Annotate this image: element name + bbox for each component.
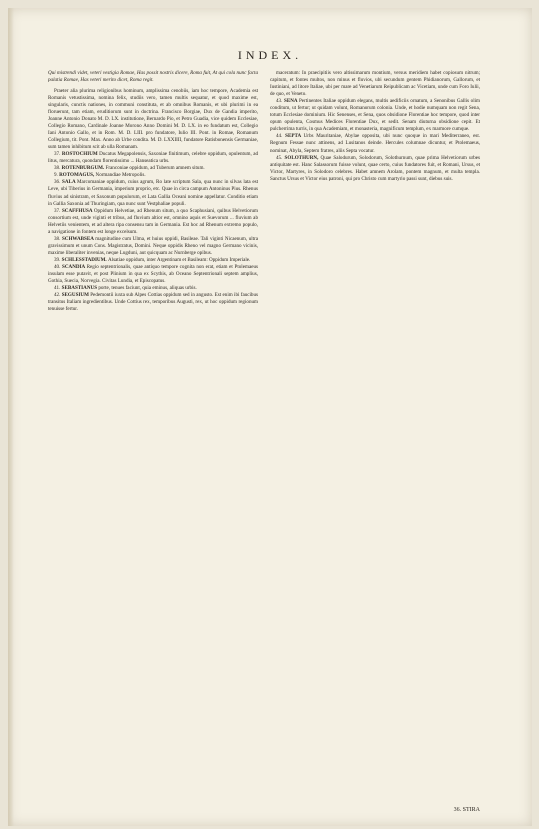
entry-headword: ROTOMAGUS, (59, 172, 96, 179)
entry-number: 38. (54, 235, 62, 242)
entry-headword: SCHLESSTADIUM. (61, 256, 108, 263)
entry-text: Urbs Mauritaniae, Abylae opposita, ubi nunc quoque in mari Mediterraneo, est. Regnum Fessae nunc attinens, ad Lusitanos deinde. Hercules columnae dicuntur, et Ptolemaeus, nominat, Abyla, Septem fratres, aliis Septa vocatur. (270, 133, 480, 154)
entry-headword: SCAFFHUSA (61, 207, 94, 214)
entry-headword: SCHWABSEA (61, 235, 96, 242)
index-entry (270, 155, 480, 183)
entry-headword: SOLOTHURN, (284, 154, 321, 161)
entry-number: 41. (54, 285, 62, 292)
entry-text: Normandiae Metropolis. (95, 172, 146, 179)
index-entry (48, 179, 258, 207)
index-entry (270, 98, 480, 133)
entry-text: Regio septentrionalis, quae antiquo tempore cognita non erat, etiam et Ptolemaeus insulam esse putavit, et post Plinium in qua ex Scythis, ab Oceano Septentrionali septem amplius, Gothia, Suecia, Norvegia. Civitas Lundia, et Episcopatus. (48, 263, 258, 285)
index-entry (48, 172, 258, 179)
entry-text: Ducatus Megapolensis, Saxoniae finitimum, celebre oppidum, opulentum, ad litus, mercatura, quondam florentissimo ... Hanseatica urbs. (48, 151, 258, 165)
index-entry (48, 236, 258, 257)
left-entries (48, 88, 258, 314)
entry-headword: SEGUSIUM (61, 292, 91, 299)
entry-number: 42. (54, 292, 62, 299)
book-page (8, 8, 532, 826)
entry-text: porte, tenues faciunt, quia eminus, aliquas urbis. (98, 285, 197, 292)
entry-headword: ROTENBURGUM. (61, 165, 106, 172)
right-text-column (270, 70, 480, 800)
index-entry (270, 133, 480, 154)
entry-text: Alsatiae oppidum, inter Argentinam et Basileam: Oppidum Imperiale. (107, 256, 251, 263)
catchword: 36. STIRA (453, 807, 480, 813)
running-head: INDEX. (237, 48, 303, 62)
entry-text: Pertinentes Italiae oppidum elegans, multis aedificiis ornatum, a Senonibus Gallis olim conditum, ut fertur; ut quidam volunt, Romanorum colonia. Unde, et hodie numquam non regit Sena, totum Ecclesiae dominium. Hic Senenses, et Sena, quos obsidione Florentiae hoc tempore, quod inter opum opulenta, Cosmus Medices Florentiae Dux, et sedit. Senam diuturna obsidione cepit. Et pulcherrima turris, in qua Academiam, et monasteria, magnificum templum, ex marmore cumque. (270, 98, 480, 133)
entry-number: 40. (54, 263, 63, 270)
entry-text: Quae Salodurum, Solodorum, Solothurnum, quae prima Helvetiorum urbes antiquitate est. Hanc Salassorum fuisse volunt, quae certo, cuius fundatores fuit, et Romani, Ursus, et Victor, Martyres, in Solodoro celebres. Habet amnem Arolam, pontem magnum, et multa templa. Sanctus Ursus et Victor eius patroni, qui pro Christo cum martyrio passi sunt, diebus suis. (270, 154, 480, 182)
entry-number: 9. (54, 172, 60, 179)
entry-headword: SCANDIA (62, 263, 87, 270)
index-entry (270, 70, 480, 98)
entry-headword: SENA (284, 98, 299, 105)
entry-number: 37. (54, 151, 62, 158)
index-entry (48, 208, 258, 236)
entry-text: magnitudine cum Ulma, et huius oppidi, Basileae. Tali viginti Nicaenum, ultra gravissimum et unum Cons. Magistratus, Domini. Neque oppidis Rheno vel magno Germano vicinis, maxime liberaliter invenias, neque Lugduni, aut quicquam ac Nurnberge opibus. (48, 235, 258, 256)
entry-text: maceratum: In praecipitiis vero altissimarum montium, versus meridiem habet copiosum nitrum; capitum, et fontes multos, non minus et fluvios, ubi secundum gentem Phidianorum, Gallorum, et Iustiniani, ad litore Italiae, ubi per mare ad Venetiarum Reipublicam ac Vicetiam, unde cum Foro Iulii, de quo, et Veneto. (270, 70, 480, 98)
entry-headword: SALA (62, 179, 77, 186)
entry-number: 36. (54, 179, 63, 186)
left-text-column (48, 70, 258, 800)
entry-text: Oppidum Helvetiae, ad Rhenum situm, a quo Scaphusiani, quibus Helvetiorum consortium est, unde viginti et tribus, ad fluvium altior est, omnino aquis et Suevorum ... fluvium ab Helvetiis venientem, et ad altera ripa consensu tam in Germania. Est hoc ad Rhenum extremo populo, a navigatione in fontem est longe excelsum. (48, 207, 258, 235)
epigraph-verse: Qui mistrendi videt, veteri vestigia Romae, Has possit nostris dicere, Roma fuit, At qui cola nunc facta palatia Romae, Has veteri merito dicet, Roma regit. (48, 70, 258, 84)
index-entry (48, 88, 258, 151)
entry-text: Praeter alia plurima religionibus hominum, amplissima cenobiis, iam hoc tempore, Academia est Romanis vetustissima, nomina felix, studiis vero, tamen multis sequatur, et quod maxime est, singularis, cunctis nationes, in communi constituta, et ab omnibus Romanis, et ubi plurimi in ea floruerunt, tam etiam, eruditiorum sunt in doctrina. Francisco Borgiae, Dux de Gandia imperito, Joanne Antonio Donato M. D. LX. institutione, Bernardo Pio, et Petro Guadia, vice quidem Ecclesiae, Collegio Romano, Cardinale Joanne Morono Anno Domini M. D. LX. in eo fundatum est, Collegio Iani Antonio Gallo, et in Rom. M. D. LIII. pro fundatore, Iulio III. Pont. in Romae, Romanum Collegium, tit. Pont. Max. Anno ab Urbe condita. M. D. LXXIIII, fundatore Ratisbonensis Germaniae, sum tamen inhibitum scit ab ulla Romanam. (48, 87, 258, 151)
right-entries (270, 70, 480, 183)
index-entry (48, 151, 258, 165)
entry-number: 45. (276, 154, 285, 161)
page-gutter-shadow (8, 8, 14, 826)
entry-number: 39. (54, 256, 62, 263)
index-entry (48, 292, 258, 313)
index-entry (48, 257, 258, 264)
index-entry (48, 264, 258, 285)
index-entry (48, 165, 258, 172)
entry-text: Marcomaniae oppidum, cuius agrum, Ro late scriptum Sala, qua nunc in silvas lata est Leve, ubi Tiberius in Germania, imperium proprio, etc. Quae in circa campum Antoninus Pius. Rhenus fluvius ad sinistram, et Saxonum populorum, et Lata Gallia Oceani nomine appellatur. Conditio etiam in Gallia Saxonia ad Thuringiam, qua nunc sunt Vestphaliae populi. (48, 179, 258, 207)
entry-number: 38. (54, 165, 62, 172)
entry-text: Franconiae oppidum, ad Tuberum amnem situm. (105, 165, 205, 172)
entry-text: Pedemontii iuxta sub Alpes Cottias oppidum sed in angusto. Est enim ibi faucibus transitus Italiam ingredientibus. Unde Cottius rex, temporibus Augusti, rex, ut hoc oppidum regionum tenuisse fertur. (48, 292, 258, 313)
entry-headword: SEPTA (285, 133, 304, 140)
entry-number: 43. (276, 98, 285, 105)
entry-headword: ROSTOCHIUM (61, 151, 100, 158)
entry-number: 37. (54, 207, 62, 214)
entry-number: 44. (276, 133, 286, 140)
entry-headword: SEBASTIANUS (61, 285, 99, 292)
